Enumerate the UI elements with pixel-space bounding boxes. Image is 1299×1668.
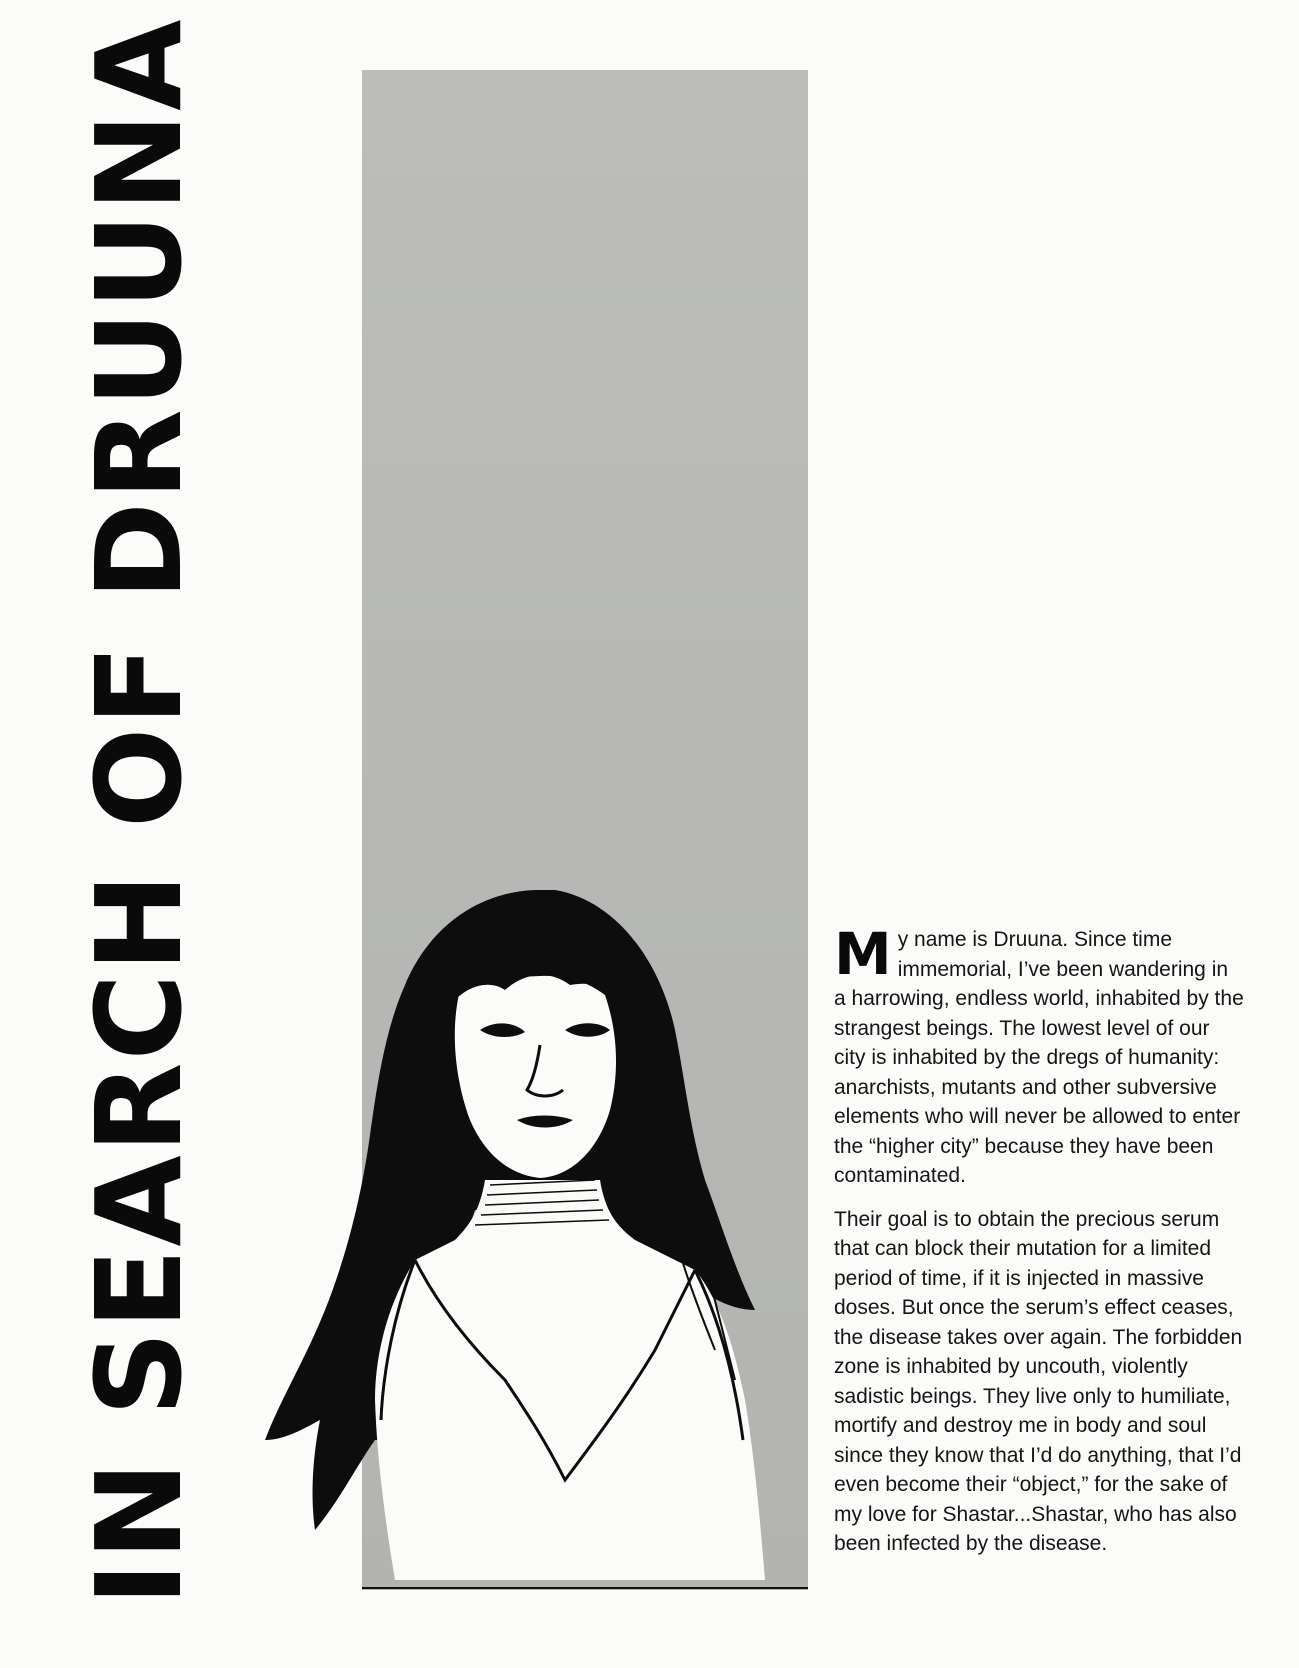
woman-portrait-illustration xyxy=(265,880,815,1600)
paragraph-1 xyxy=(834,920,1244,1191)
panel-baseline-rule xyxy=(362,1587,808,1589)
drop-cap: M xyxy=(834,920,892,988)
page-title: IN SEARCH OF DRUUNA xyxy=(70,17,208,1606)
body-text-column xyxy=(834,920,1244,1573)
vertical-title-container xyxy=(70,17,208,1606)
paragraph-2: Their goal is to obtain the precious serum that can block their mutation for a limited period of time, if it is injected in massive doses. But once the serum’s effect ceases, the disease takes over again. The forbidden zone is inhabited by uncouth, violently sadistic beings. They live only to humiliate, mortify and destroy me in body and soul since they know that I’d do anything, that I’d even become their “object,” for the sake of my love for Shastar...Shastar, who has also been infected by the disease. xyxy=(834,1207,1243,1555)
paragraph-1-text: y name is Druuna. Since time immemorial, I’ve been wandering in a harrowing, endless world, inhabited by the strangest beings. The lowest level of our city is inhabited by the dregs of humanity: anarchists, mutants and other subversive elements who will never be allowed to enter the “higher city” because they have been contaminated. xyxy=(834,928,1244,1187)
